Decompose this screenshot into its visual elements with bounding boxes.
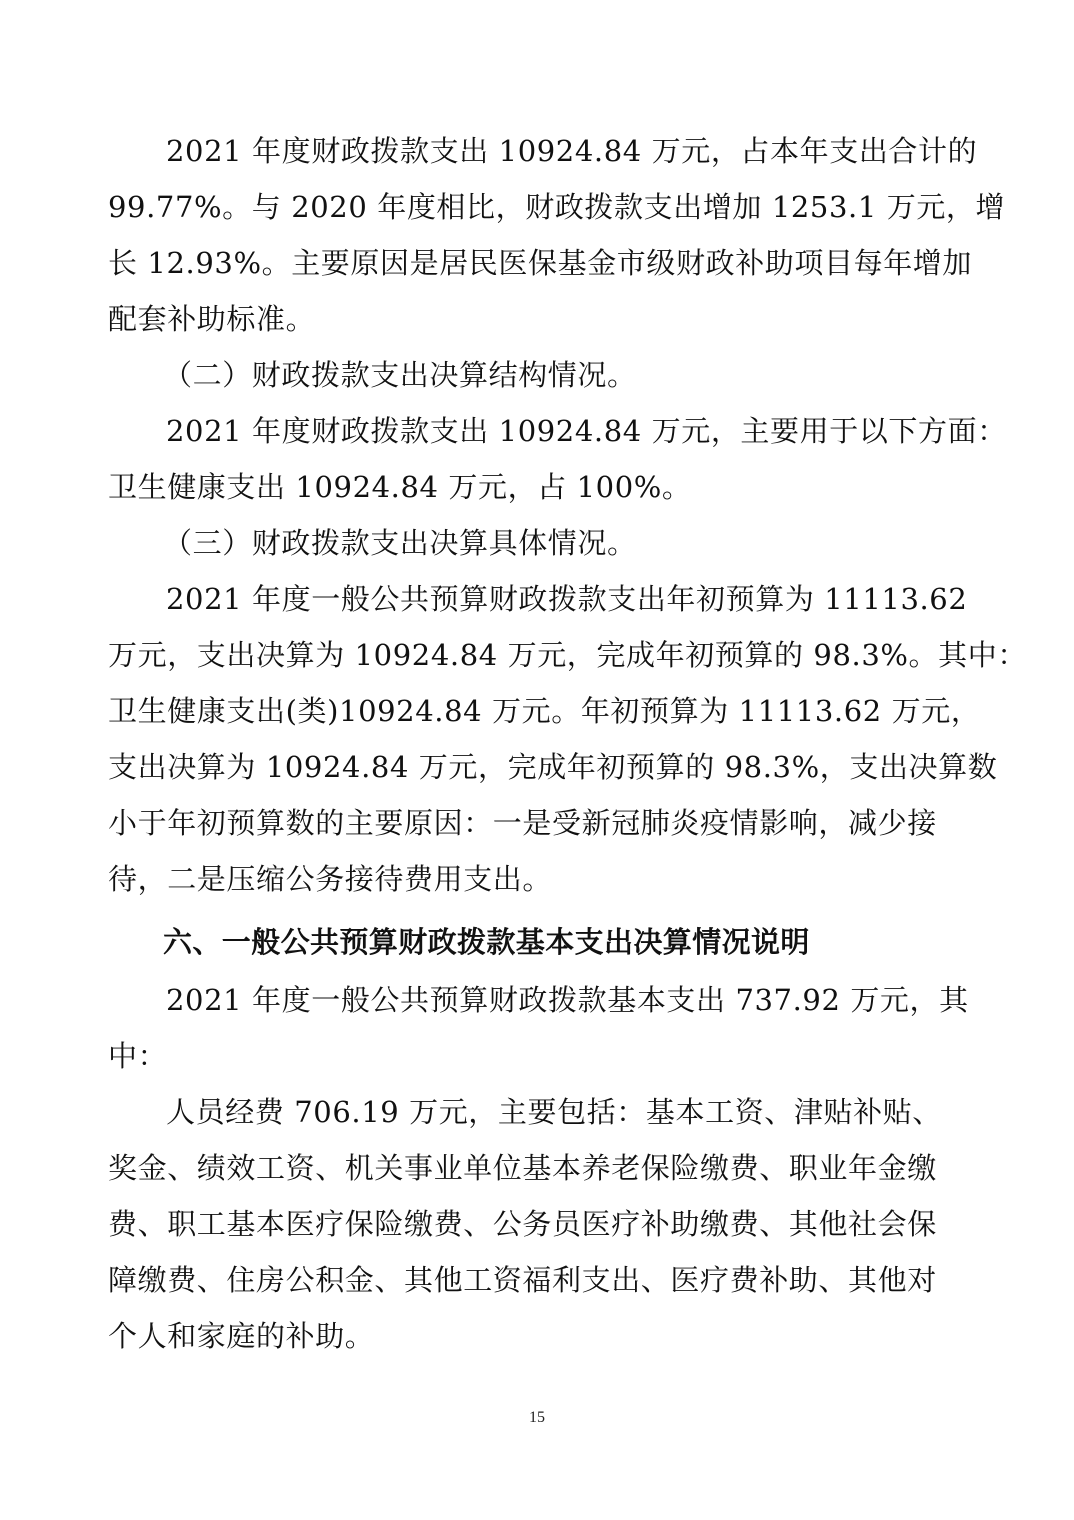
section-3-title: （三）财政拨款支出决算具体情况。 [163,526,637,560]
paragraph-1-line-4: 配套补助标准。 [108,302,316,336]
paragraph-1-line-3: 长 12.93%。主要原因是居民医保基金市级财政补助项目每年增加 [108,246,972,280]
paragraph-3-line-1: 2021 年度一般公共预算财政拨款支出年初预算为 11113.62 [166,582,968,616]
paragraph-3-line-3: 卫生健康支出(类)10924.84 万元。年初预算为 11113.62 万元， [108,694,981,728]
section-6-heading: 六、一般公共预算财政拨款基本支出决算情况说明 [163,925,810,959]
paragraph-2-line-2: 卫生健康支出 10924.84 万元，占 100%。 [108,470,692,504]
paragraph-3-line-4: 支出决算为 10924.84 万元，完成年初预算的 98.3%，支出决算数 [108,750,998,784]
page-number: 15 [529,1409,545,1426]
paragraph-3-line-6: 待，二是压缩公务接待费用支出。 [108,862,553,896]
paragraph-3-line-5: 小于年初预算数的主要原因：一是受新冠肺炎疫情影响，减少接 [108,806,937,840]
paragraph-2-line-1: 2021 年度财政拨款支出 10924.84 万元，主要用于以下方面： [166,414,1007,448]
paragraph-5-line-4: 障缴费、住房公积金、其他工资福利支出、医疗费补助、其他对 [108,1263,937,1297]
paragraph-1-line-2: 99.77%。与 2020 年度相比，财政拨款支出增加 1253.1 万元，增 [108,190,1006,224]
paragraph-5-line-1: 人员经费 706.19 万元，主要包括：基本工资、津贴补贴、 [166,1095,942,1129]
section-2-title: （二）财政拨款支出决算结构情况。 [163,358,637,392]
paragraph-4-line-2: 中： [108,1039,168,1073]
paragraph-3-line-2: 万元，支出决算为 10924.84 万元，完成年初预算的 98.3%。其中： [108,638,1027,672]
paragraph-1-line-1: 2021 年度财政拨款支出 10924.84 万元，占本年支出合计的 [166,134,978,168]
paragraph-5-line-2: 奖金、绩效工资、机关事业单位基本养老保险缴费、职业年金缴 [108,1151,937,1185]
paragraph-5-line-5: 个人和家庭的补助。 [108,1319,375,1353]
paragraph-4-line-1: 2021 年度一般公共预算财政拨款基本支出 737.92 万元，其 [166,983,969,1017]
paragraph-5-line-3: 费、职工基本医疗保险缴费、公务员医疗补助缴费、其他社会保 [108,1207,937,1241]
